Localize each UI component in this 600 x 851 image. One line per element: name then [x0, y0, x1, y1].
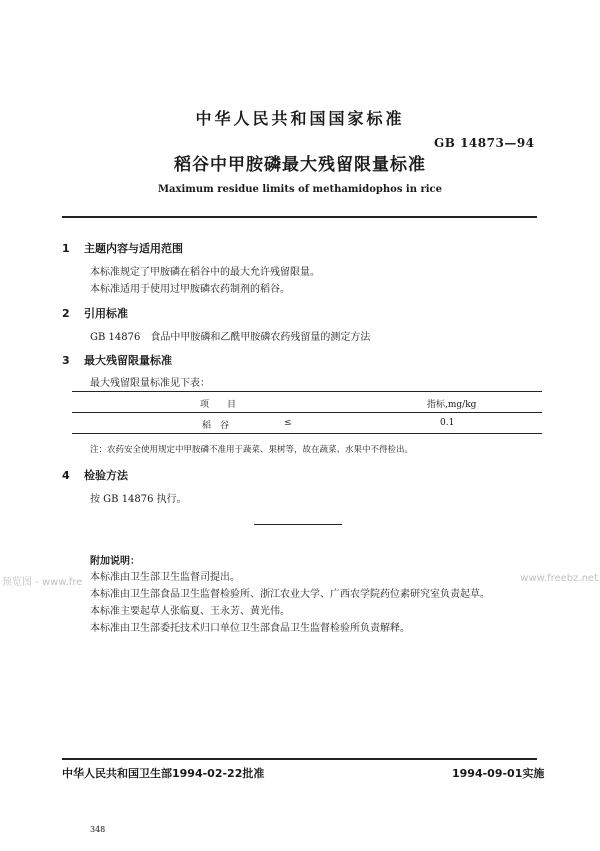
section-number: 3 [62, 354, 70, 367]
section-number: 4 [62, 469, 70, 482]
section-1-heading [62, 240, 183, 256]
section-title: 最大残留限量标准 [84, 354, 172, 367]
col-value-header: 指标,mg/kg [427, 400, 477, 410]
appendix-line: 本标准由卫生部食品卫生监督检验所、浙江农业大学、广西农学院药位素研究室负责起草。 [90, 589, 490, 600]
section-title: 检验方法 [84, 469, 128, 482]
section-3-paragraph: 最大残留限量标准见下表： [90, 378, 210, 389]
table-bottom-rule [72, 433, 542, 434]
body-end-divider [254, 524, 342, 525]
table-row [72, 413, 542, 433]
effective-date: 1994-09-01实施 [452, 767, 545, 780]
watermark-right: www.freebz.net [520, 573, 598, 584]
section-2-heading [62, 305, 128, 321]
section-title: 主题内容与适用范围 [84, 242, 183, 255]
national-standard-heading: 中华人民共和国国家标准 [195, 109, 405, 128]
appendix-line: 本标准由卫生部委托技术归口单位卫生部食品卫生监督检验所负责解释。 [90, 623, 410, 634]
section-1-paragraph: 本标准适用于使用过甲胺磷农药制剂的稻谷。 [90, 284, 290, 295]
row-value: 0.1 [440, 418, 455, 428]
section-number: 2 [62, 307, 70, 320]
row-symbol: ≤ [284, 418, 292, 428]
standard-number: GB 14873—94 [434, 136, 535, 150]
section-3-heading [62, 352, 172, 368]
appendix-line: 本标准主要起草人张临夏、王永芳、黄光伟。 [90, 606, 290, 617]
section-4-paragraph: 按 GB 14876 执行。 [90, 494, 187, 505]
footer-divider [62, 758, 537, 760]
limits-table [72, 391, 542, 434]
appendix-title: 附加说明： [90, 556, 140, 567]
appendix-line: 本标准由卫生部卫生监督司提出。 [90, 572, 240, 583]
watermark-left: 预览图 - www.fre [2, 577, 83, 588]
document-title-en: Maximum residue limits of methamidophos in rice [157, 184, 443, 195]
row-item: 稻 谷 [202, 421, 230, 431]
section-number: 1 [62, 242, 70, 255]
issue-date: 中华人民共和国卫生部1994-02-22批准 [62, 767, 265, 780]
col-item-header: 项 目 [200, 400, 237, 410]
section-title: 引用标准 [84, 307, 128, 320]
header-divider [62, 216, 537, 218]
section-2-paragraph: GB 14876 食品中甲胺磷和乙酰甲胺磷农药残留量的测定方法 [90, 332, 371, 343]
section-1-paragraph: 本标准规定了甲胺磷在稻谷中的最大允许残留限量。 [90, 267, 320, 278]
watermark-band [0, 573, 600, 589]
document-title-cn: 稻谷中甲胺磷最大残留限量标准 [174, 155, 426, 175]
page-number: 348 [90, 825, 106, 834]
table-note: 注：农药安全使用规定中甲胺磷不准用于蔬菜、果树等，故在蔬菜、水果中不得检出。 [90, 445, 414, 455]
section-4-heading [62, 467, 128, 483]
table-header-row [72, 392, 542, 412]
